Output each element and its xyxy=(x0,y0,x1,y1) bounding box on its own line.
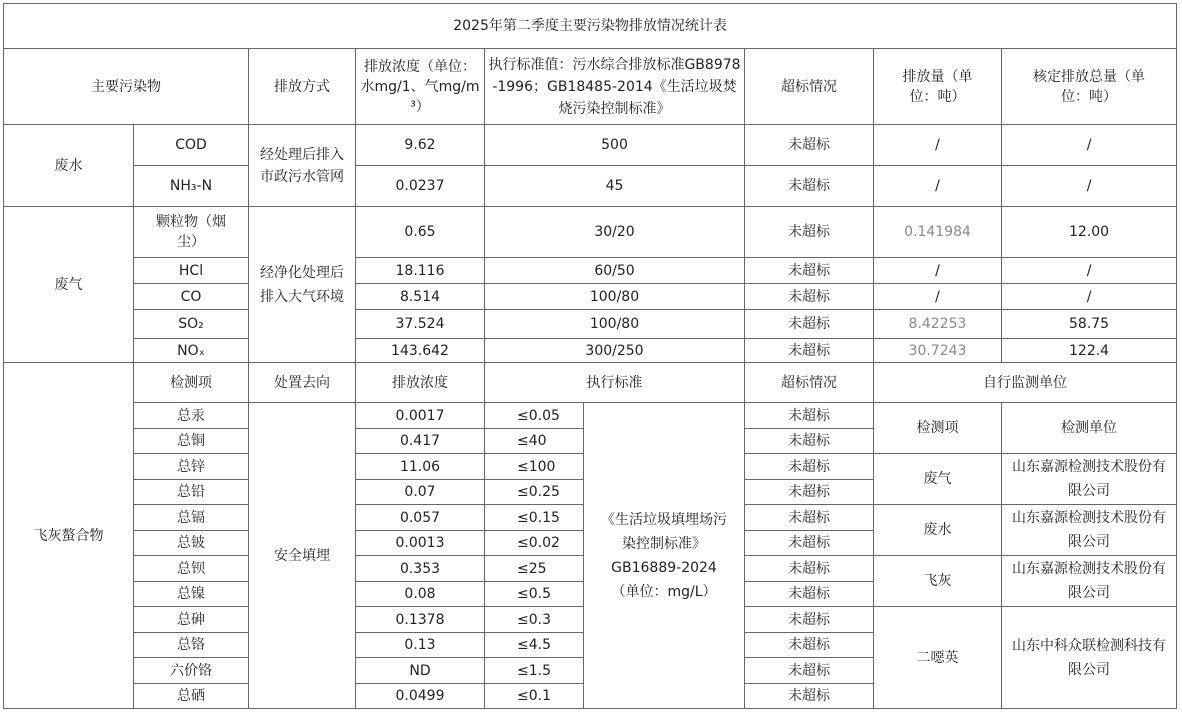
exceed-cell: 未超标 xyxy=(745,505,874,531)
conc-cell: ND xyxy=(356,658,485,684)
header-standard: 执行标准值：污水综合排放标准GB8978-1996；GB18485-2014《生活垃圾焚烧污染控制标准》 xyxy=(485,49,745,125)
exceed-cell: 未超标 xyxy=(745,207,874,258)
table-row xyxy=(4,339,1177,363)
exceed-cell: 未超标 xyxy=(745,339,874,363)
limit-cell: ≤0.05 xyxy=(485,403,584,429)
flyash-header-standard: 执行标准 xyxy=(485,363,745,403)
item-cell: 总钡 xyxy=(134,556,249,582)
conc-cell: 0.65 xyxy=(356,207,485,258)
flyash-header-exceed: 超标情况 xyxy=(745,363,874,403)
exceed-cell: 未超标 xyxy=(745,582,874,607)
title-row xyxy=(4,4,1177,49)
item-cell: COD xyxy=(134,125,249,166)
item-cell: 总铍 xyxy=(134,531,249,556)
conc-cell: 0.353 xyxy=(356,556,485,582)
exceed-cell: 未超标 xyxy=(745,480,874,505)
std-cell: 500 xyxy=(485,125,745,166)
flyash-header-destination: 处置去向 xyxy=(249,363,356,403)
item-cell: CO xyxy=(134,284,249,310)
std-cell: 300/250 xyxy=(485,339,745,363)
total-cell: / xyxy=(1002,284,1177,310)
item-cell: NOₓ xyxy=(134,339,249,363)
exceed-cell: 未超标 xyxy=(745,166,874,207)
exceed-cell: 未超标 xyxy=(745,403,874,429)
exceed-cell: 未超标 xyxy=(745,607,874,633)
amount-cell: 8.42253 xyxy=(874,310,1002,339)
std-cell: 45 xyxy=(485,166,745,207)
exceed-cell: 未超标 xyxy=(745,658,874,684)
amount-cell: 0.141984 xyxy=(874,207,1002,258)
conc-cell: 0.0237 xyxy=(356,166,485,207)
flyash-destination: 安全填埋 xyxy=(249,403,356,709)
item-cell: 总镉 xyxy=(134,505,249,531)
table-row xyxy=(4,258,1177,284)
conc-cell: 0.0499 xyxy=(356,684,485,709)
flyash-header-monitor: 自行监测单位 xyxy=(874,363,1177,403)
limit-cell: ≤25 xyxy=(485,556,584,582)
item-cell: 六价铬 xyxy=(134,658,249,684)
exceed-cell: 未超标 xyxy=(745,454,874,480)
conc-cell: 37.524 xyxy=(356,310,485,339)
header-row xyxy=(4,49,1177,125)
amount-cell: / xyxy=(874,258,1002,284)
method-exhaust: 经净化处理后排入大气环境 xyxy=(249,207,356,363)
monitor-unit: 山东嘉源检测技术股份有限公司 xyxy=(1002,556,1177,607)
exceed-cell: 未超标 xyxy=(745,684,874,709)
item-cell: 总铬 xyxy=(134,633,249,658)
conc-cell: 0.417 xyxy=(356,429,485,454)
flyash-header-item: 检测项 xyxy=(134,363,249,403)
category-wastewater: 废水 xyxy=(4,125,134,207)
amount-cell: 30.7243 xyxy=(874,339,1002,363)
item-cell: 总铅 xyxy=(134,480,249,505)
limit-cell: ≤100 xyxy=(485,454,584,480)
amount-cell: / xyxy=(874,125,1002,166)
amount-cell: / xyxy=(874,284,1002,310)
item-cell: HCl xyxy=(134,258,249,284)
monitor-item-header: 检测项 xyxy=(874,403,1002,454)
amount-cell: / xyxy=(874,166,1002,207)
monitor-item: 飞灰 xyxy=(874,556,1002,607)
conc-cell: 0.07 xyxy=(356,480,485,505)
item-cell: 颗粒物（烟尘） xyxy=(134,207,249,258)
table-row xyxy=(4,403,1177,429)
std-cell: 100/80 xyxy=(485,284,745,310)
item-cell: 总汞 xyxy=(134,403,249,429)
conc-cell: 11.06 xyxy=(356,454,485,480)
total-cell: / xyxy=(1002,258,1177,284)
exceed-cell: 未超标 xyxy=(745,310,874,339)
limit-cell: ≤40 xyxy=(485,429,584,454)
conc-cell: 143.642 xyxy=(356,339,485,363)
limit-cell: ≤0.02 xyxy=(485,531,584,556)
item-cell: 总砷 xyxy=(134,607,249,633)
total-cell: / xyxy=(1002,125,1177,166)
exceed-cell: 未超标 xyxy=(745,531,874,556)
conc-cell: 18.116 xyxy=(356,258,485,284)
table-row xyxy=(4,207,1177,258)
limit-cell: ≤0.3 xyxy=(485,607,584,633)
total-cell: 12.00 xyxy=(1002,207,1177,258)
monitor-item: 废气 xyxy=(874,454,1002,505)
table-row xyxy=(4,125,1177,166)
flyash-header-conc: 排放浓度 xyxy=(356,363,485,403)
conc-cell: 0.0013 xyxy=(356,531,485,556)
exceed-cell: 未超标 xyxy=(745,125,874,166)
conc-cell: 0.13 xyxy=(356,633,485,658)
conc-cell: 9.62 xyxy=(356,125,485,166)
monitor-item: 二噁英 xyxy=(874,607,1002,709)
limit-cell: ≤0.5 xyxy=(485,582,584,607)
item-cell: 总铜 xyxy=(134,429,249,454)
method-wastewater: 经处理后排入市政污水管网 xyxy=(249,125,356,207)
std-cell: 100/80 xyxy=(485,310,745,339)
item-cell: NH₃-N xyxy=(134,166,249,207)
header-method: 排放方式 xyxy=(249,49,356,125)
exceed-cell: 未超标 xyxy=(745,284,874,310)
header-concentration: 排放浓度（单位：水mg/1、气mg/m³） xyxy=(356,49,485,125)
table-row xyxy=(4,166,1177,207)
flyash-standard: 《生活垃圾填埋场污染控制标准》GB16889-2024（单位：mg/L） xyxy=(584,403,745,709)
limit-cell: ≤0.25 xyxy=(485,480,584,505)
category-exhaust: 废气 xyxy=(4,207,134,363)
header-pollutant: 主要污染物 xyxy=(4,49,249,125)
exceed-cell: 未超标 xyxy=(745,258,874,284)
table-title: 2025年第二季度主要污染物排放情况统计表 xyxy=(4,4,1177,49)
item-cell: 总镍 xyxy=(134,582,249,607)
conc-cell: 8.514 xyxy=(356,284,485,310)
exceed-cell: 未超标 xyxy=(745,429,874,454)
total-cell: 122.4 xyxy=(1002,339,1177,363)
total-cell: / xyxy=(1002,166,1177,207)
item-cell: 总硒 xyxy=(134,684,249,709)
table-row xyxy=(4,310,1177,339)
conc-cell: 0.0017 xyxy=(356,403,485,429)
exceed-cell: 未超标 xyxy=(745,633,874,658)
total-cell: 58.75 xyxy=(1002,310,1177,339)
limit-cell: ≤4.5 xyxy=(485,633,584,658)
pollutant-table xyxy=(3,3,1177,709)
table-row xyxy=(4,284,1177,310)
exceed-cell: 未超标 xyxy=(745,556,874,582)
item-cell: 总锌 xyxy=(134,454,249,480)
monitor-unit-header: 检测单位 xyxy=(1002,403,1177,454)
std-cell: 60/50 xyxy=(485,258,745,284)
header-amount: 排放量（单位：吨） xyxy=(874,49,1002,125)
item-cell: SO₂ xyxy=(134,310,249,339)
conc-cell: 0.08 xyxy=(356,582,485,607)
monitor-unit: 山东嘉源检测技术股份有限公司 xyxy=(1002,505,1177,556)
limit-cell: ≤1.5 xyxy=(485,658,584,684)
conc-cell: 0.1378 xyxy=(356,607,485,633)
category-flyash: 飞灰螯合物 xyxy=(4,363,134,709)
header-exceed: 超标情况 xyxy=(745,49,874,125)
limit-cell: ≤0.15 xyxy=(485,505,584,531)
monitor-item: 废水 xyxy=(874,505,1002,556)
conc-cell: 0.057 xyxy=(356,505,485,531)
limit-cell: ≤0.1 xyxy=(485,684,584,709)
flyash-header-row xyxy=(4,363,1177,403)
monitor-unit: 山东中科众联检测科技有限公司 xyxy=(1002,607,1177,709)
std-cell: 30/20 xyxy=(485,207,745,258)
header-total: 核定排放总量（单位：吨） xyxy=(1002,49,1177,125)
monitor-unit: 山东嘉源检测技术股份有限公司 xyxy=(1002,454,1177,505)
